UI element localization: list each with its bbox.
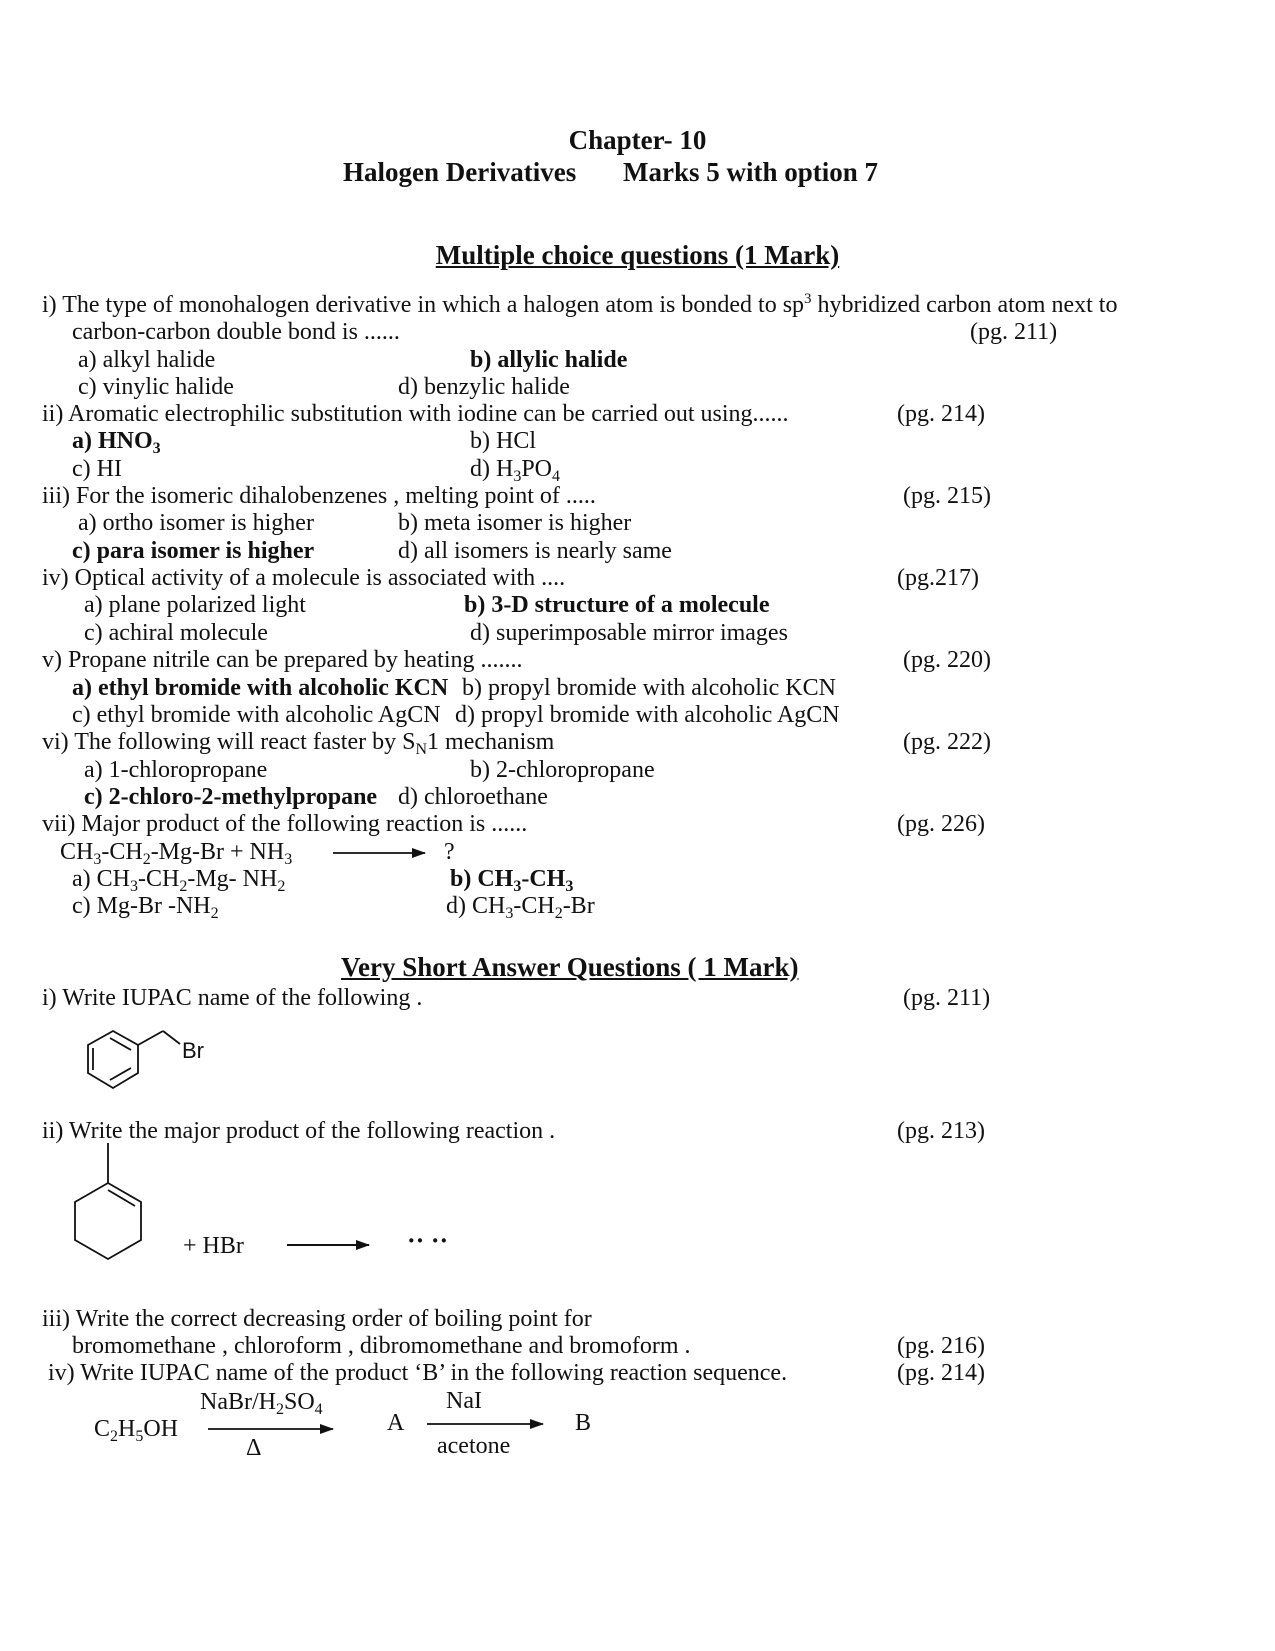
option-c: c) achiral molecule — [84, 620, 268, 646]
vsa-question-3: iii) Write the correct decreasing order of boiling point for — [42, 1306, 592, 1332]
page-ref: (pg. 214) — [897, 401, 985, 427]
vsa-question-3-cont: bromomethane , chloroform , dibromomethane and bromoform . — [72, 1333, 691, 1359]
condition-solvent: acetone — [437, 1433, 511, 1459]
vsa-question-2: ii) Write the major product of the following reaction . — [42, 1118, 556, 1144]
page-ref: (pg. 216) — [897, 1333, 985, 1359]
option-c: c) vinylic halide — [78, 374, 234, 400]
option-d: d) chloroethane — [398, 784, 548, 810]
reagent-2: NaI — [446, 1388, 482, 1414]
page-ref: (pg. 226) — [897, 811, 985, 837]
page-ref: (pg. 215) — [903, 483, 991, 509]
option-c-answer: c) para isomer is higher — [72, 538, 315, 564]
option-d: d) $CH_3-CH_2-Br$ — [446, 893, 595, 922]
option-a: a) plane polarized light — [84, 592, 306, 618]
option-d: d) all isomers is nearly same — [398, 538, 672, 564]
product-dots: ·· ·· — [407, 1226, 449, 1255]
chapter-title: Chapter- 10 — [568, 125, 707, 155]
reactant-ethanol: $C_2H_5OH$ — [94, 1416, 179, 1445]
marks-info: Marks 5 with option 7 — [623, 157, 879, 187]
subject-title: Halogen Derivatives — [343, 157, 577, 187]
reaction-equation: $CH_3-CH_2-Mg-Br + NH_3$ — [60, 839, 293, 868]
page-ref: (pg. 211) — [903, 985, 991, 1011]
mcq-question-1-cont: carbon-carbon double bond is ...... — [72, 319, 400, 345]
option-a: a) 1-chloropropane — [84, 757, 268, 783]
mcq-question-1: i) The type of monohalogen derivative in which a halogen atom is bonded to $sp^3$ hybridized carbon atom next to — [42, 291, 1118, 318]
page-ref: (pg. 220) — [903, 647, 991, 673]
option-b-answer: b) allylic halide — [470, 347, 628, 373]
option-b-answer: b) 3-D structure of a molecule — [464, 592, 770, 618]
page-ref: (pg. 222) — [903, 729, 991, 755]
option-c-answer: c) 2-chloro-2-methylpropane — [84, 784, 378, 810]
option-d: d) propyl bromide with alcoholic AgCN — [455, 702, 840, 728]
mcq-question-5: v) Propane nitrile can be prepared by heating ....... — [42, 647, 523, 673]
option-b: b) 2-chloropropane — [470, 757, 655, 783]
option-a-answer: a) $HNO_3$ — [72, 428, 161, 457]
page-ref: (pg. 214) — [897, 1360, 985, 1386]
mcq-question-3: iii) For the isomeric dihalobenzenes , melting point of ..... — [42, 483, 596, 509]
mcq-question-4: iv) Optical activity of a molecule is associated with .... — [42, 565, 566, 591]
option-b: b) HCl — [470, 428, 536, 454]
mcq-question-2: ii) Aromatic electrophilic substitution with iodine can be carried out using...... — [42, 401, 789, 427]
option-a-answer: a) ethyl bromide with alcoholic KCN — [72, 675, 449, 701]
methylcyclohexene-structure — [75, 1143, 141, 1259]
condition-heat: Δ — [246, 1435, 262, 1461]
vsa-question-4: iv) Write IUPAC name of the product ‘B’ in the following reaction sequence. — [48, 1360, 788, 1386]
mcq-heading: Multiple choice questions (1 Mark) — [435, 240, 840, 270]
option-c: c) HI — [72, 456, 122, 482]
intermediate-a: A — [387, 1410, 405, 1436]
option-c: c) ethyl bromide with alcoholic AgCN — [72, 702, 441, 728]
option-b-answer: b) $CH_3-CH_3$ — [450, 866, 574, 895]
mcq-question-6: vi) The following will react faster by $S_N1$ mechanism — [42, 729, 555, 758]
reaction-product: ? — [444, 839, 455, 865]
option-a: a) alkyl halide — [78, 347, 216, 373]
bromine-label: Br — [182, 1038, 204, 1063]
option-b: b) meta isomer is higher — [398, 510, 632, 536]
mcq-question-7: vii) Major product of the following reaction is ...... — [42, 811, 528, 837]
option-a: a) $CH_3-CH_2-Mg-$ $NH_2$ — [72, 866, 286, 895]
vsa-heading: Very Short Answer Questions ( 1 Mark) — [341, 952, 799, 982]
option-c: c) Mg-Br $-NH_2$ — [72, 893, 219, 922]
product-b: B — [575, 1410, 592, 1436]
option-d: d) superimposable mirror images — [470, 620, 788, 646]
vsa-question-1: i) Write IUPAC name of the following . — [42, 985, 423, 1011]
reagent-hbr: + HBr — [183, 1233, 244, 1259]
option-d: d) $H_3PO_4$ — [470, 456, 561, 485]
option-d: d) benzylic halide — [398, 374, 570, 400]
option-b: b) propyl bromide with alcoholic KCN — [462, 675, 836, 701]
page-ref: (pg.217) — [897, 565, 979, 591]
benzyl-bromide-structure — [88, 1031, 180, 1088]
page-ref: (pg. 211) — [970, 319, 1058, 345]
page-ref: (pg. 213) — [897, 1118, 985, 1144]
option-a: a) ortho isomer is higher — [78, 510, 314, 536]
reagent-1: NaBr/$H_2SO_4$ — [200, 1389, 323, 1418]
